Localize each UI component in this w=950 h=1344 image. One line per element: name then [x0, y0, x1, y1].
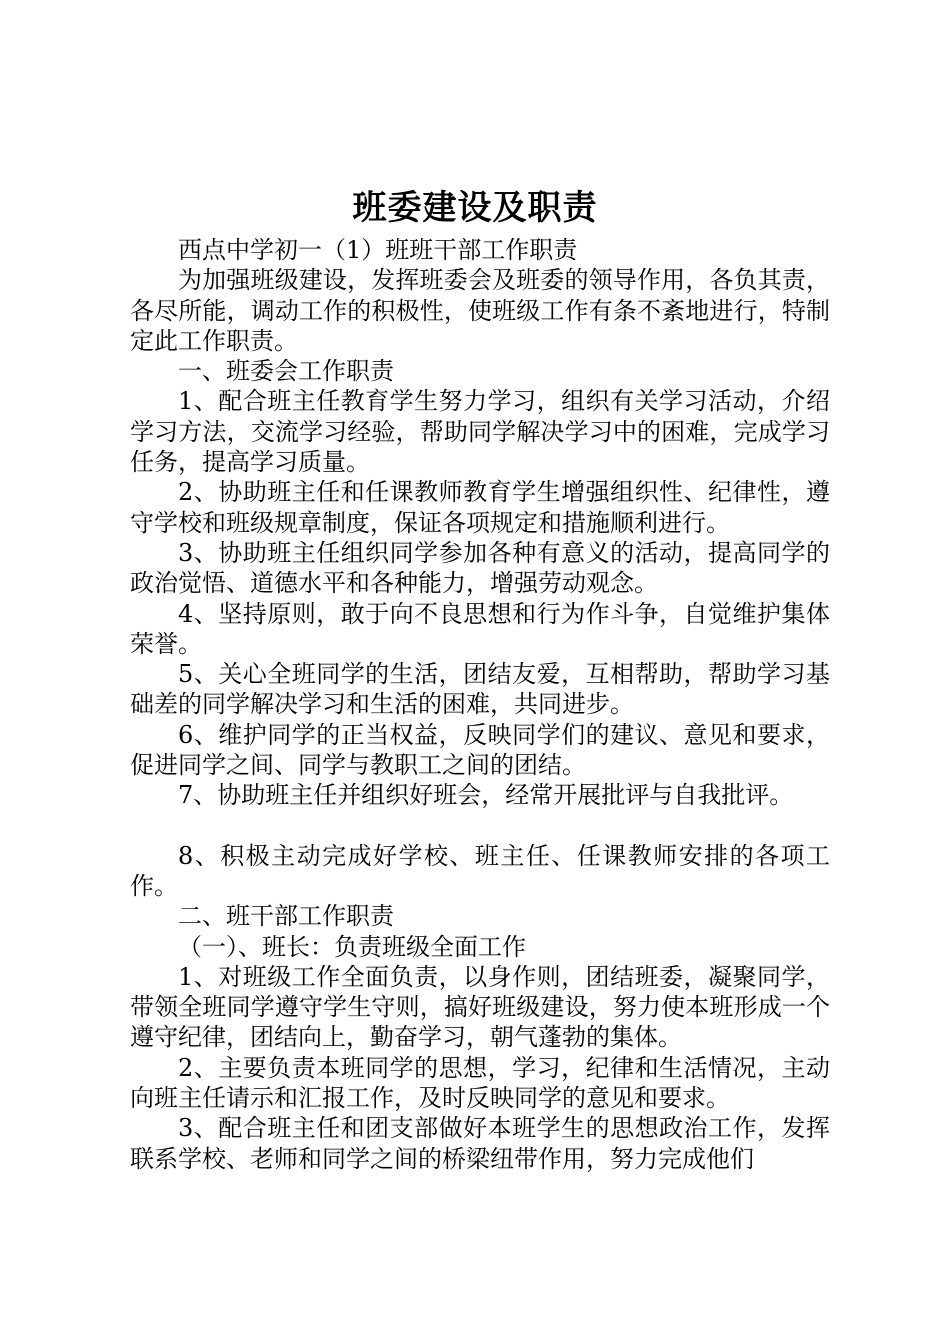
document-title: 班委建设及职责 — [352, 188, 598, 228]
paragraph: （一）、班长：负责班级全面工作 — [178, 932, 526, 961]
paragraph: 1、对班级工作全面负责，以身作则，团结班委，凝聚同学，带领全班同学遵守学生守则，搞好班级建设，努力使本班形成一个遵守纪律，团结向上，勤奋学习，朝气蓬勃的集体。 — [130, 962, 830, 1052]
paragraph: 2、主要负责本班同学的思想，学习，纪律和生活情况，主动向班主任请示和汇报工作，及时反映同学的意见和要求。 — [130, 1053, 830, 1113]
paragraph: 5、关心全班同学的生活，团结友爱，互相帮助，帮助学习基础差的同学解决学习和生活的困难，共同进步。 — [130, 660, 830, 719]
paragraph: 1、配合班主任教育学生努力学习，组织有关学习活动，介绍学习方法，交流学习经验，帮助同学解决学习中的困难，完成学习任务，提高学习质量。 — [130, 387, 830, 477]
document-body — [130, 235, 830, 1174]
paragraph: 西点中学初一（1）班班干部工作职责 — [178, 236, 578, 264]
paragraph: 4、坚持原则，敢于向不良思想和行为作斗争，自觉维护集体荣誉。 — [130, 599, 830, 658]
paragraph: 一、班委会工作职责 — [178, 357, 394, 386]
paragraph: 2、协助班主任和任课教师教育学生增强组织性、纪律性，遵守学校和班级规章制度，保证各项规定和措施顺利进行。 — [130, 478, 830, 537]
paragraph: 7、协助班主任并组织好班会，经常开展批评与自我批评。 — [178, 781, 794, 810]
paragraph: 6、维护同学的正当权益，反映同学们的建议、意见和要求，促进同学之间、同学与教职工之间的团结。 — [130, 720, 830, 780]
paragraph: 3、协助班主任组织同学参加各种有意义的活动，提高同学的政治觉悟、道德水平和各种能力，增强劳动观念。 — [130, 538, 830, 598]
paragraph: 为加强班级建设，发挥班委会及班委的领导作用，各负其责，各尽所能，调动工作的积极性，使班级工作有条不紊地进行，特制定此工作职责。 — [130, 266, 830, 355]
paragraph: 3、配合班主任和团支部做好本班学生的思想政治工作，发挥联系学校、老师和同学之间的桥梁纽带作用，努力完成他们 — [130, 1114, 830, 1173]
paragraph: 二、班干部工作职责 — [178, 902, 394, 931]
paragraph: 8、积极主动完成好学校、班主任、任课教师安排的各项工作。 — [130, 841, 830, 900]
